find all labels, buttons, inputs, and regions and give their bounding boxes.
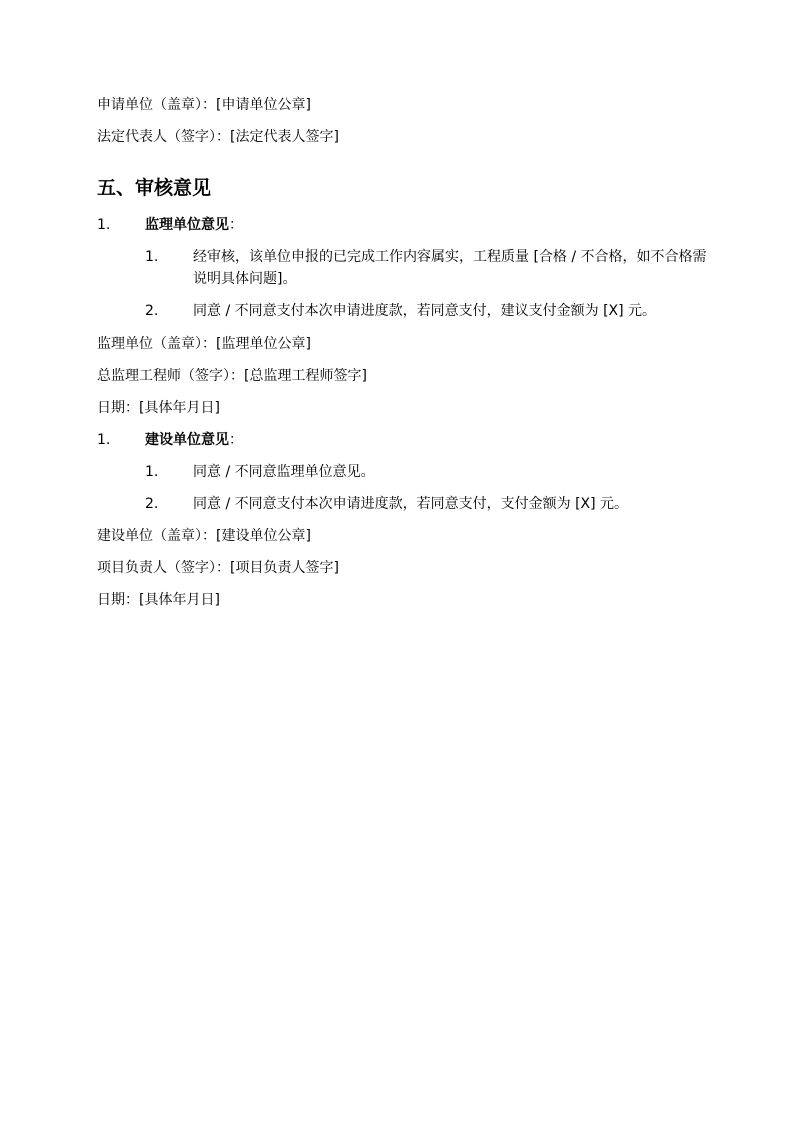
supervisor-date: 日期：[具体年月日]	[97, 400, 220, 416]
owner-opinion-heading	[145, 430, 243, 450]
owner-item-number: 2.	[145, 496, 159, 512]
supervisor-opinion-label: 监理单位意见	[145, 217, 229, 233]
supervisor-unit-seal: 监理单位（盖章）：[监理单位公章]	[97, 336, 311, 352]
owner-opinion-colon: ：	[229, 432, 243, 448]
owner-opinion-label: 建设单位意见	[145, 432, 229, 448]
supervisor-opinion-heading	[145, 215, 243, 235]
owner-date: 日期：[具体年月日]	[97, 592, 220, 608]
project-manager-sign: 项目负责人（签字）：[项目负责人签字]	[97, 560, 339, 576]
supervisor-item-number: 2.	[145, 303, 159, 319]
supervisor-item-number: 1.	[145, 249, 159, 265]
applicant-legal-rep-sign: 法定代表人（签字）：[法定代表人签字]	[97, 129, 339, 145]
owner-item-text: 同意 / 不同意监理单位意见。	[193, 464, 375, 480]
supervisor-opinion-colon: ：	[229, 217, 243, 233]
owner-unit-seal: 建设单位（盖章）：[建设单位公章]	[97, 528, 311, 544]
section-heading: 五、审核意见	[97, 177, 212, 199]
supervisor-opinion-number: 1.	[97, 217, 111, 233]
applicant-unit-seal: 申请单位（盖章）：[申请单位公章]	[97, 97, 311, 113]
supervisor-item-text: 同意 / 不同意支付本次申请进度款，若同意支付，建议支付金额为 [X] 元。	[193, 303, 657, 319]
supervisor-item-text: 经审核，该单位申报的已完成工作内容属实，工程质量 [合格 / 不合格，如不合格需说明具体问题]。	[193, 249, 707, 287]
chief-engineer-sign: 总监理工程师（签字）：[总监理工程师签字]	[97, 368, 367, 384]
owner-item-number: 1.	[145, 464, 159, 480]
owner-item-text: 同意 / 不同意支付本次申请进度款，若同意支付，支付金额为 [X] 元。	[193, 496, 629, 512]
owner-opinion-number: 1.	[97, 432, 111, 448]
